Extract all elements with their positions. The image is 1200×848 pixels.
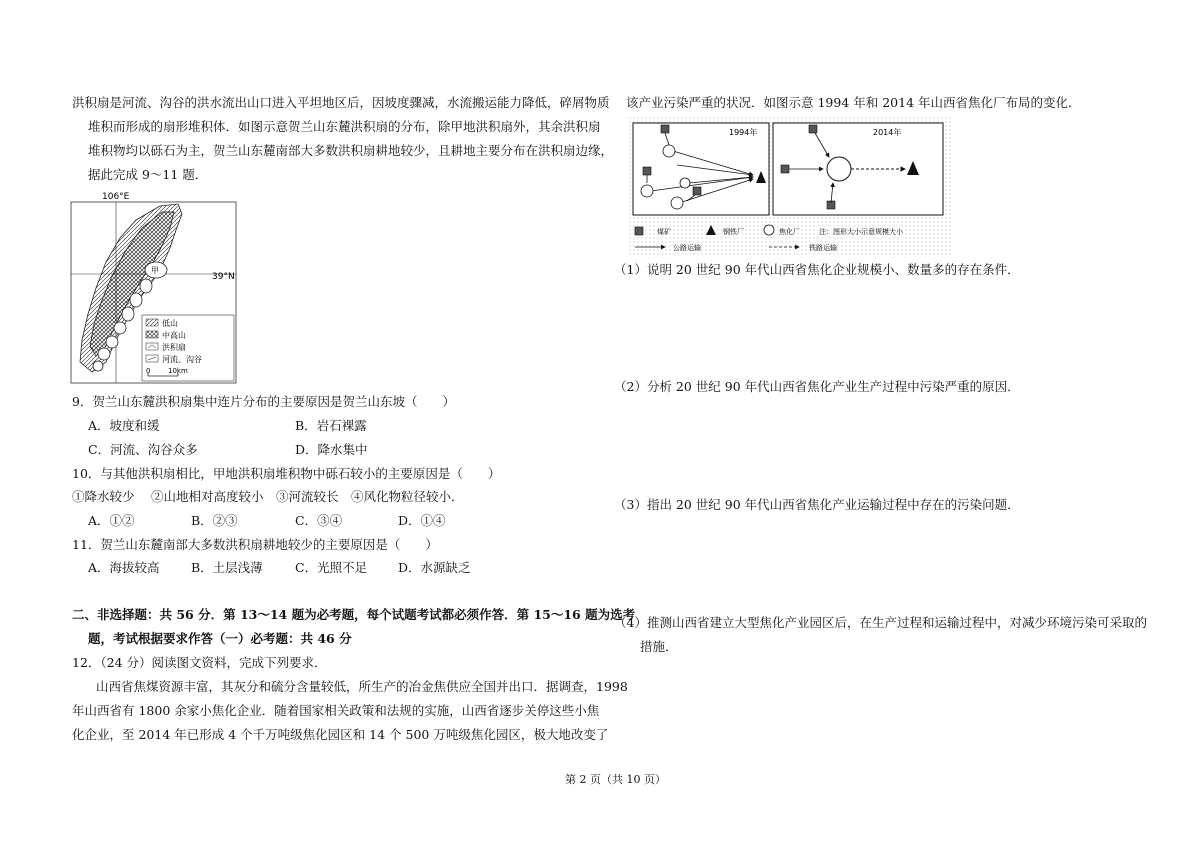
legend-alluvial-fan: 洪积扇 — [162, 343, 186, 352]
q11-option-b: B．土层浅薄 — [191, 560, 263, 575]
legend-high-mountain: 中高山 — [162, 331, 186, 340]
q12-sub-3: （3）指出 20 世纪 90 年代山西省焦化产业运输过程中存在的污染问题． — [614, 497, 1020, 512]
q10-stem: 10．与其他洪积扇相比，甲地洪积扇堆积物中砾石较小的主要原因是（ ） — [72, 466, 501, 481]
legend-coal-mine: 煤矿 — [657, 228, 671, 236]
legend-steel-plant: 钢铁厂 — [723, 228, 744, 236]
q9-option-d: D．降水集中 — [295, 442, 368, 457]
intro-line-2: 堆积而形成的扇形堆积体．如图示意贺兰山东麓洪积扇的分布，除甲地洪积扇外，其余洪积扇 — [88, 119, 601, 134]
section2-heading-line-2: 题，考试根据要求作答（一）必考题：共 46 分 — [88, 631, 352, 646]
q10-factors: ①降水较少 ②山地相对高度较小 ③河流较长 ④风化物粒径较小． — [72, 489, 464, 504]
q11-option-c: C．光照不足 — [295, 560, 368, 575]
q12-para-line-1: 山西省焦煤资源丰富，其灰分和硫分含量较低，所生产的冶金焦供应全国并出口．据调查，1998 — [96, 679, 628, 694]
q9-option-a: A．坡度和缓 — [88, 418, 160, 433]
q10-option-c: C．③④ — [295, 513, 343, 528]
longitude-label: 106°E — [102, 192, 130, 202]
legend-note: 注：图形大小示意规模大小 — [819, 228, 903, 236]
page-footer: 第 2 页（共 10 页） — [565, 773, 666, 786]
q11-stem: 11．贺兰山东麓南部大多数洪积扇耕地较少的主要原因是（ ） — [72, 537, 438, 552]
intro-line-3: 堆积物均以砾石为主，贺兰山东麓南部大多数洪积扇耕地较少，且耕地主要分布在洪积扇边缘， — [88, 143, 614, 158]
legend-river-valley: 河流、沟谷 — [162, 355, 202, 364]
q12-para-line-2: 年山西省有 1800 余家小焦化企业．随着国家相关政策和法规的实施，山西省逐步关停这些小焦 — [72, 703, 600, 718]
intro-line-4: 据此完成 9～11 题． — [88, 167, 208, 182]
scale-distance: 10km — [168, 367, 188, 375]
q11-option-d: D．水源缺乏 — [398, 560, 471, 575]
q12-sub-1: （1）说明 20 世纪 90 年代山西省焦化企业规模小、数量多的存在条件． — [614, 262, 1020, 277]
q10-option-a: A．①② — [88, 513, 135, 528]
coking-plant-layout-diagram — [629, 117, 951, 255]
legend-low-mountain: 低山 — [162, 319, 178, 328]
q10-option-d: D．①④ — [398, 513, 446, 528]
scale-zero: 0 — [146, 367, 151, 375]
legend-road-transport: 公路运输 — [673, 244, 701, 252]
intro-line-1: 洪积扇是河流、沟谷的洪水流出山口进入平坦地区后，因坡度骤减，水流搬运能力降低，碎屑物质 — [72, 95, 610, 110]
large-coking-plant-2014 — [827, 157, 851, 181]
q9-stem: 9．贺兰山东麓洪积扇集中连片分布的主要原因是贺兰山东坡（ ） — [72, 394, 455, 409]
q12-stem: 12．（24 分）阅读图文资料，完成下列要求． — [72, 655, 327, 670]
section2-heading-line-1: 二、非选择题：共 56 分．第 13～14 题为必考题，每个试题考试都必须作答．第 15～16 题为选考 — [72, 607, 636, 622]
place-label-jia: 甲 — [151, 266, 159, 275]
q12-sub-2: （2）分析 20 世纪 90 年代山西省焦化产业生产过程中污染严重的原因． — [614, 379, 1020, 394]
q12-para-continued: 该产业污染严重的状况．如图示意 1994 年和 2014 年山西省焦化厂布局的变化． — [626, 95, 1081, 110]
latitude-label: 39°N — [212, 272, 235, 282]
year-1994-label: 1994年 — [729, 128, 758, 137]
q11-option-a: A．海拔较高 — [88, 560, 160, 575]
q12-sub-4-line-1: （4）推测山西省建立大型焦化产业园区后，在生产过程和运输过程中，对减少环境污染可采取的 — [614, 615, 1147, 630]
year-2014-label: 2014年 — [873, 128, 902, 137]
q12-para-line-3: 化企业，至 2014 年已形成 4 个千万吨级焦化园区和 14 个 500 万吨级焦化园区，极大地改变了 — [72, 727, 609, 742]
alluvial-fan-map — [70, 190, 240, 385]
q9-option-b: B．岩石裸露 — [295, 418, 367, 433]
q10-option-b: B．②③ — [191, 513, 238, 528]
q9-option-c: C．河流、沟谷众多 — [88, 442, 198, 457]
legend-rail-transport: 铁路运输 — [809, 244, 837, 252]
legend-coking-plant: 焦化厂 — [779, 228, 800, 236]
q12-sub-4-line-2: 措施． — [640, 639, 678, 654]
